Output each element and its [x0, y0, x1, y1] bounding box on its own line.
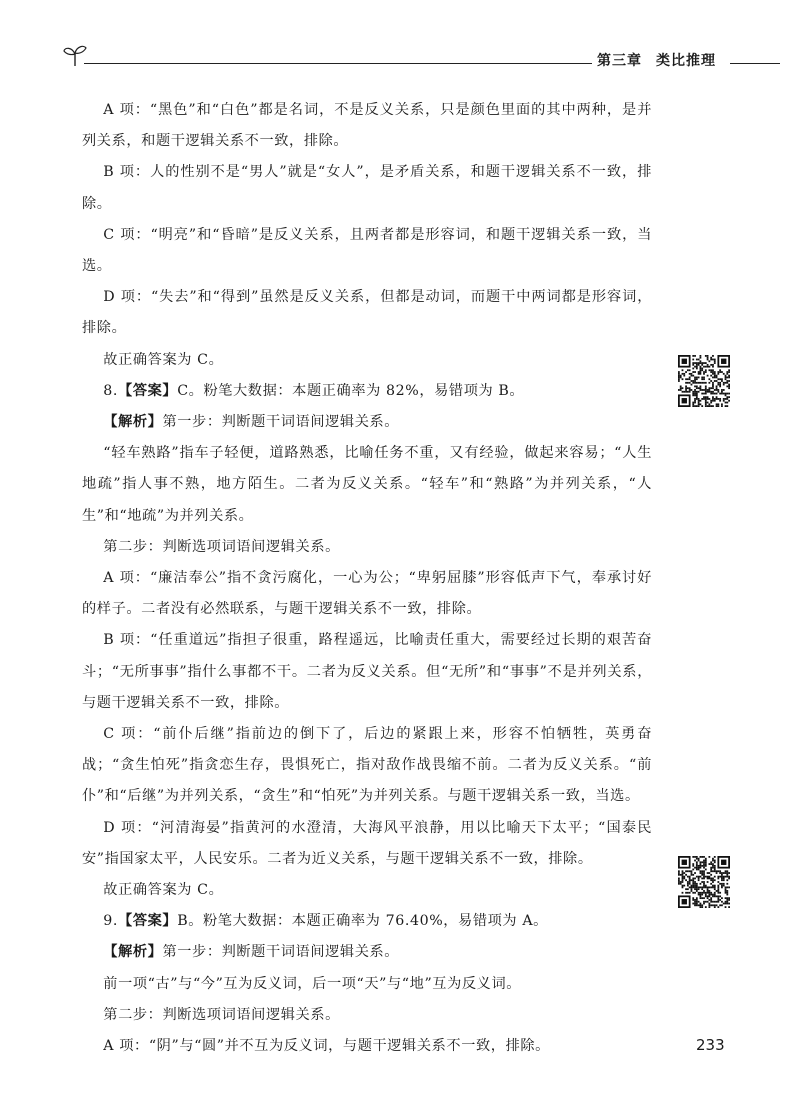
text-run: D 项：“失去”和“得到”虽然是反义关系，但都是动词，而题干中两词都是形容词，排除。 [82, 289, 652, 337]
paragraph [82, 220, 652, 282]
header-rule-right [730, 63, 780, 64]
header-rule [84, 63, 592, 64]
paragraph [82, 376, 652, 407]
paragraph [82, 532, 652, 563]
paragraph [82, 563, 652, 625]
paragraph [82, 875, 652, 906]
text-run: C。粉笔大数据：本题正确率为 82%，易错项为 B。 [177, 382, 525, 399]
text-run: 故正确答案为 C。 [103, 351, 224, 368]
paragraph [82, 157, 652, 219]
text-run: A 项：“廉洁奉公”指不贪污腐化，一心为公；“卑躬屈膝”形容低声下气，奉承讨好的样子。二者没有必然联系，与题干逻辑关系不一致，排除。 [82, 570, 652, 618]
paragraph [82, 813, 652, 875]
paragraph [82, 937, 652, 968]
paragraph [82, 407, 652, 438]
qr-code-icon[interactable] [678, 355, 730, 407]
paragraph [82, 95, 652, 157]
text-run: A 项：“黑色”和“白色”都是名词，不是反义关系，只是颜色里面的其中两种，是并列关系，和题干逻辑关系不一致，排除。 [82, 102, 652, 150]
text-run: C 项：“明亮”和“昏暗”是反义关系，且两者都是形容词，和题干逻辑关系一致，当选。 [82, 226, 652, 275]
paragraph [82, 1000, 652, 1031]
paragraph [82, 719, 652, 813]
paragraph [82, 969, 652, 1000]
paragraph [82, 282, 652, 344]
text-run: A 项：“阴”与“圆”并不互为反义词，与题干逻辑关系不一致，排除。 [103, 1038, 550, 1055]
text-run: B。粉笔大数据：本题正确率为 76.40%，易错项为 A。 [177, 913, 548, 930]
sprout-icon [62, 42, 88, 68]
text-run: C 项：“前仆后继”指前边的倒下了，后边的紧跟上来，形容不怕牺牲，英勇奋战；“贪生怕死”指贪恋生存，畏惧死亡，指对敌作战畏缩不前。二者为反义关系。“前仆”和“后继”为并列关系，“贪生”和“怕死”为并列关系。与题干逻辑关系一致，当选。 [82, 726, 652, 805]
label-bold: 【解析】 [103, 944, 163, 961]
text-run: 第二步：判断选项词语间逻辑关系。 [103, 1006, 340, 1023]
chapter-title [597, 50, 730, 70]
text-run: “轻车熟路”指车子轻便，道路熟悉，比喻任务不重，又有经验，做起来容易；“人生地疏”指人事不熟，地方陌生。二者为反义关系。“轻车”和“熟路”为并列关系，“人生”和“地疏”为并列关系。 [82, 445, 652, 524]
text-run: 故正确答案为 C。 [103, 882, 224, 899]
paragraph [82, 1031, 652, 1062]
text-run: B 项：“任重道远”指担子很重，路程遥远，比喻责任重大，需要经过长期的艰苦奋斗；“无所事事”指什么事都不干。二者为反义关系。但“无所”和“事事”不是并列关系，与题干逻辑关系不一致，排除。 [82, 632, 652, 711]
text-run: 8. [103, 382, 119, 399]
chapter-number: 第三章 [597, 53, 642, 69]
paragraph [82, 438, 652, 532]
label-bold: 【解析】 [103, 414, 163, 431]
text-run: 第二步：判断选项词语间逻辑关系。 [103, 538, 340, 555]
label-bold: 【答案】 [118, 913, 178, 930]
text-run: 第一步：判断题干词语间逻辑关系。 [162, 944, 400, 961]
chapter-name: 类比推理 [656, 53, 716, 69]
text-run: D 项：“河清海晏”指黄河的水澄清，大海风平浪静，用以比喻天下太平；“国泰民安”指国家太平，人民安乐。二者为近义关系，与题干逻辑关系不一致，排除。 [82, 819, 652, 867]
paragraph [82, 906, 652, 937]
paragraph [82, 625, 652, 719]
body-text [82, 95, 652, 1062]
paragraph [82, 345, 652, 376]
page-number: 233 [696, 1036, 725, 1054]
text-run: 前一项“古”与“今”互为反义词，后一项“天”与“地”互为反义词。 [103, 975, 522, 992]
text-run: 第一步：判断题干词语间逻辑关系。 [162, 414, 400, 431]
text-run: B 项：人的性别不是“男人”就是“女人”，是矛盾关系，和题干逻辑关系不一致，排除。 [82, 164, 652, 212]
page-header [62, 40, 782, 72]
label-bold: 【答案】 [118, 382, 178, 399]
text-run: 9. [103, 913, 119, 930]
qr-code-icon[interactable] [678, 856, 730, 908]
